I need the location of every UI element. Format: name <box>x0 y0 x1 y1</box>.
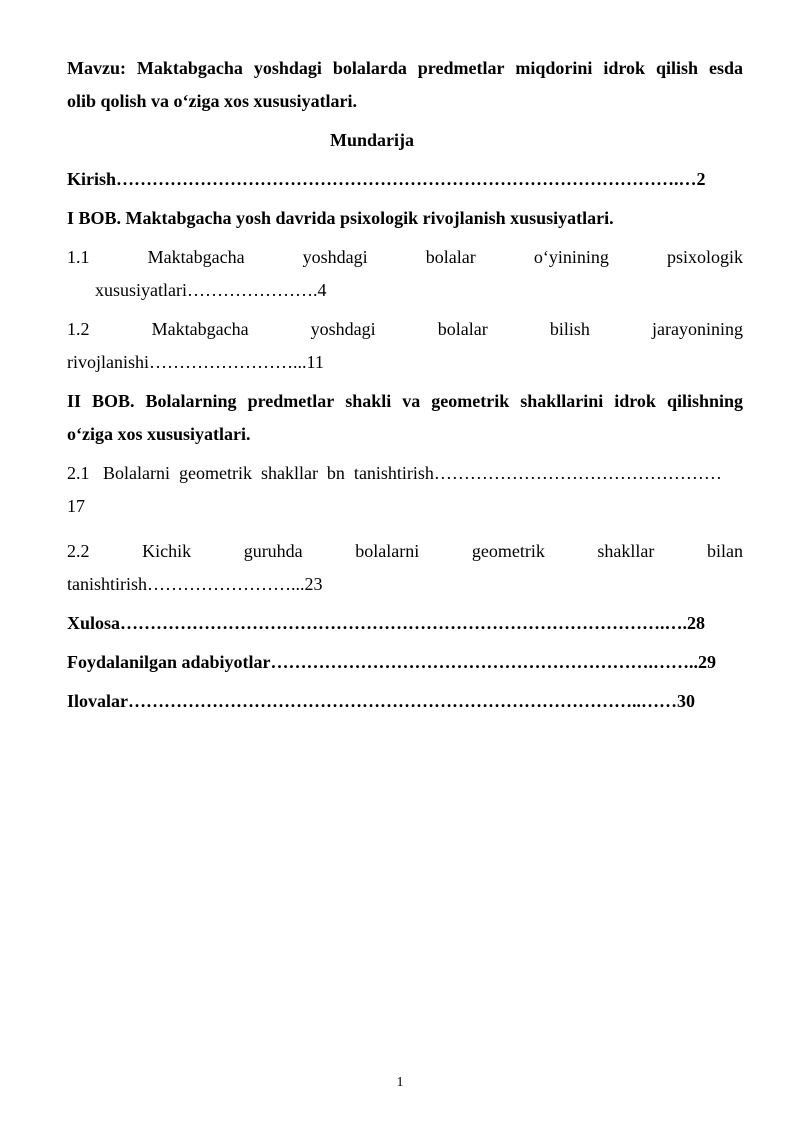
chapter-word: idrok <box>614 391 656 411</box>
section-word: jarayonining <box>652 319 743 339</box>
chapter2-section1-line2: 17 <box>67 496 85 516</box>
topic-word: idrok <box>603 58 646 78</box>
topic-word: yoshdagi <box>253 58 322 78</box>
section-word: Kichik <box>142 541 192 561</box>
chapter1-section2-line2: rivojlanishi……………………...11 <box>67 352 324 372</box>
topic-word: bolalarda <box>332 58 407 78</box>
chapter2-title-line1 <box>67 385 743 418</box>
toc-entry-references: Foydalanilgan adabiyotlar……………………………………………………….……..29 <box>67 652 717 672</box>
topic-word: predmetlar <box>417 58 505 78</box>
topic-word: Maktabgacha <box>136 58 243 78</box>
section-word: bolalar <box>437 319 488 339</box>
section-word: bilish <box>549 319 590 339</box>
chapter2-section2-line2: tanishtirish……………………...23 <box>67 574 323 594</box>
topic-word: miqdorini <box>515 58 593 78</box>
chapter-word: predmetlar <box>247 391 335 411</box>
chapter2-section2-line1 <box>67 535 743 568</box>
section-word: Maktabgacha <box>147 247 245 267</box>
page-number: 1 <box>396 1075 404 1090</box>
section-number: 1.2 <box>67 319 90 339</box>
topic-line-1 <box>67 52 743 85</box>
section-word: yoshdagi <box>310 319 376 339</box>
chapter1-title: I BOB. Maktabgacha yosh davrida psixologik rivojlanish xususiyatlari. <box>67 208 614 228</box>
chapter-word: geometrik <box>431 391 510 411</box>
chapter2-title-line2: o‘ziga xos xususiyatlari. <box>67 424 251 444</box>
chapter-word: II <box>67 391 82 411</box>
section-word: bilan <box>707 541 743 561</box>
chapter-word: qilishning <box>666 391 743 411</box>
toc-entry-appendices: Ilovalar…………………………………………………………………………..……30 <box>67 691 695 711</box>
section-word: bolalarni <box>355 541 420 561</box>
section-word: geometrik <box>471 541 545 561</box>
toc-entry-conclusion: Xulosa……………………………………………………………………………….….28 <box>67 613 706 633</box>
section-word: guruhda <box>243 541 303 561</box>
document-page <box>67 52 743 718</box>
section-word: bolalar <box>425 247 476 267</box>
section-word: yoshdagi <box>302 247 368 267</box>
chapter1-section2-line1 <box>67 313 743 346</box>
chapter-word: BOB. <box>92 391 135 411</box>
toc-entry-intro: Kirish………………………………………………………………………………….…2 <box>67 169 706 189</box>
topic-word: esda <box>708 58 743 78</box>
section-word: Maktabgacha <box>151 319 249 339</box>
section-word: shakllar <box>597 541 655 561</box>
chapter-word: va <box>402 391 421 411</box>
section-word: psixologik <box>666 247 743 267</box>
chapter-word: Bolalarning <box>145 391 237 411</box>
section-word: o‘yinining <box>533 247 609 267</box>
topic-line-2: olib qolish va o‘ziga xos xususiyatlari. <box>67 91 358 111</box>
chapter-word: shakllarini <box>520 391 604 411</box>
chapter2-section1-line1: 2.1 Bolalarni geometrik shakllar bn tanishtirish………………………………………… <box>67 463 722 483</box>
topic-word: qilish <box>655 58 699 78</box>
chapter1-section1-line2: xususiyatlari………………….4 <box>95 280 327 300</box>
chapter1-section1-line1 <box>67 241 743 274</box>
section-number: 1.1 <box>67 247 90 267</box>
topic-word: Mavzu: <box>67 58 126 78</box>
toc-heading: Mundarija <box>330 130 415 150</box>
section-number: 2.2 <box>67 541 90 561</box>
chapter-word: shakli <box>345 391 392 411</box>
